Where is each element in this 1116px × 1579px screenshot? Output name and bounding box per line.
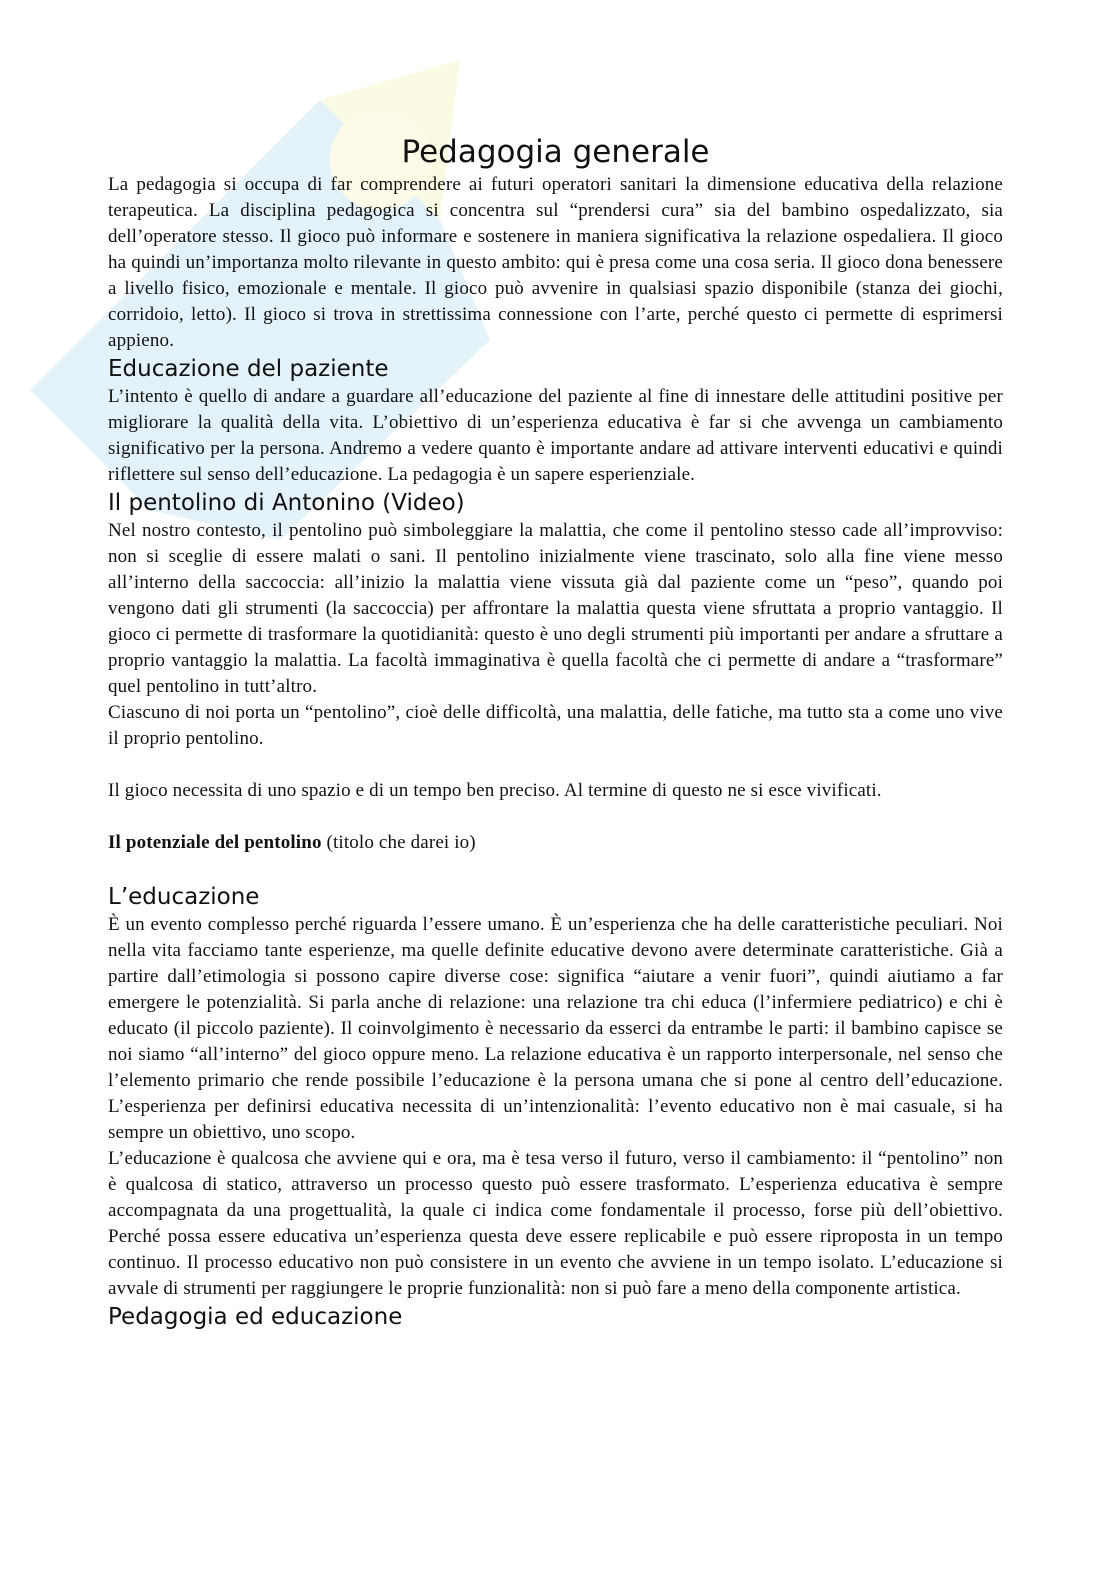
educazione-paragraph-1: È un evento complesso perché riguarda l’essere umano. È un’esperienza che ha delle caratteristiche peculiari. Noi nella vita facciamo tante esperienze, ma quelle definite educative devono avere determinate caratteristiche. Già a partire dall’etimologia si possono capire diverse cose: significa “aiutare a venir fuori”, quindi aiutiamo a far emergere le potenzialità. Si parla anche di relazione: una relazione tra chi educa (l’infermiere pediatrico) e chi è educato (il piccolo paziente). Il coinvolgimento è necessario da esserci da entrambe le parti: il bambino capisce se noi siamo “all’interno” del gioco oppure meno. La relazione educativa è un rapporto interpersonale, nel senso che l’elemento primario che rende possibile l’educazione è la persona umana che si pone al centro dell’educazione. L’esperienza per definirsi educativa necessita di un’intenzionalità: l’evento educativo non è mai casuale, si ha sempre un obiettivo, uno scopo. (108, 914, 1003, 1143)
heading-pentolino: Il pentolino di Antonino (Video) (108, 490, 465, 516)
document-title: Pedagogia generale (401, 134, 710, 170)
intro-paragraph: La pedagogia si occupa di far comprendere ai futuri operatori sanitari la dimensione educativa della relazione terapeutica. La disciplina pedagogica si concentra sul “prendersi cura” sia del bambino ospedalizzato, sia dell’operatore stesso. Il gioco può informare e sostenere in maniera significativa la relazione ospedaliera. Il gioco ha quindi un’importanza molto rilevante in questo ambito: qui è presa come una cosa seria. Il gioco dona benessere a livello fisico, emozionale e mentale. Il gioco può avvenire in qualsiasi spazio disponibile (stanza dei giochi, corridoio, letto). Il gioco si trova in strettissima connessione con l’arte, perché questo ci permette di esprimersi appieno. (108, 174, 1003, 351)
spacer (108, 856, 1003, 882)
spacer (108, 752, 1003, 778)
potenziale-line (108, 830, 1003, 856)
pentolino-paragraph-1: Nel nostro contesto, il pentolino può simboleggiare la malattia, che come il pentolino stesso cade all’improvviso: non si sceglie di essere malati o sani. Il pentolino inizialmente viene trascinato, solo alla fine viene messo all’interno della saccoccia: all’inizio la malattia viene vissuta già dal paziente come un “peso”, quando poi vengono dati gli strumenti (la saccoccia) per affrontare la malattia questa viene sfruttata a proprio vantaggio. Il gioco ci permette di trasformare la quotidianità: questo è uno degli strumenti più importanti per andare a sfruttare a proprio vantaggio la malattia. La facoltà immaginativa è quella facoltà che ci permette di andare a “trasformare” quel pentolino in tutt’altro. (108, 520, 1003, 697)
spacer (108, 804, 1003, 830)
pentolino-paragraph-2: Ciascuno di noi porta un “pentolino”, cioè delle difficoltà, una malattia, delle fatiche, ma tutto sta a come uno vive il proprio pentolino. (108, 702, 1003, 749)
document-body (108, 132, 1003, 1332)
potenziale-bold-title: Il potenziale del pentolino (108, 832, 322, 853)
educazione-paziente-paragraph: L’intento è quello di andare a guardare all’educazione del paziente al fine di innestare delle attitudini positive per migliorare la qualità della vita. L’obiettivo di un’esperienza educativa è far si che avvenga un cambiamento significativo per la persona. Andremo a vedere quanto è importante andare ad attivare interventi educativi e quindi riflettere sul senso dell’educazione. La pedagogia è un sapere esperienziale. (108, 386, 1003, 485)
potenziale-note: (titolo che darei io) (321, 832, 476, 853)
heading-educazione-paziente: Educazione del paziente (108, 356, 389, 382)
educazione-paragraph-2: L’educazione è qualcosa che avviene qui e ora, ma è tesa verso il futuro, verso il cambiamento: il “pentolino” non è qualcosa di statico, attraverso un processo questo può essere trasformato. L’esperienza educativa è sempre accompagnata da una progettualità, la quale ci indica come fondamentale il processo, forse più dell’obiettivo. Perché possa essere educativa un’esperienza questa deve essere replicabile e può essere riproposta in un tempo continuo. Il processo educativo non può consistere in un evento che avviene in un tempo isolato. L’educazione si avvale di strumenti per raggiungere le proprie funzionalità: non si può fare a meno della componente artistica. (108, 1148, 1003, 1299)
pentolino-paragraph-3: Il gioco necessita di uno spazio e di un tempo ben preciso. Al termine di questo ne si esce vivificati. (108, 780, 882, 801)
heading-educazione: L’educazione (108, 884, 260, 910)
heading-pedagogia-educazione: Pedagogia ed educazione (108, 1304, 403, 1330)
